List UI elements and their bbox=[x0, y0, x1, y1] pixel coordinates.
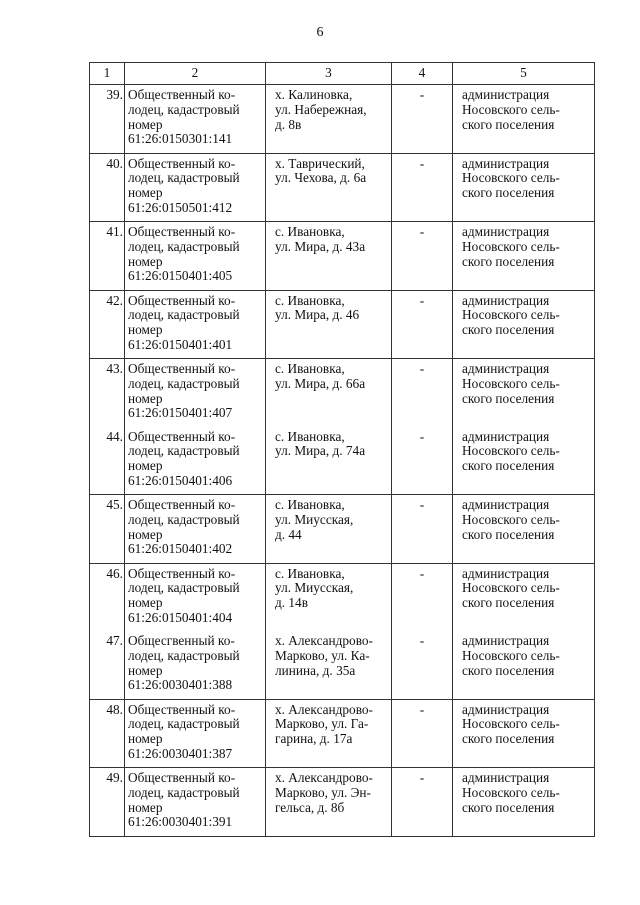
row-number: 41. bbox=[90, 222, 125, 291]
table-row bbox=[90, 631, 595, 699]
table-row bbox=[90, 699, 595, 768]
row-number: 48. bbox=[90, 699, 125, 768]
page-number: 6 bbox=[316, 25, 324, 40]
column-number-row bbox=[90, 63, 595, 85]
table-row bbox=[90, 85, 595, 154]
object-name-cell: Общественный ко- лодец, кадастровый номер 61:26:0030401:391 bbox=[125, 768, 266, 837]
address-cell: с. Ивановка, ул. Мира, д. 66а bbox=[266, 359, 392, 427]
owner-cell: администрация Носовского сель- ского поселения bbox=[453, 563, 595, 631]
address-cell: х. Александрово- Марково, ул. Эн- гельса, д. 8б bbox=[266, 768, 392, 837]
table-row bbox=[90, 153, 595, 222]
object-name-cell: Общественный ко- лодец, кадастровый номер 61:26:0150401:405 bbox=[125, 222, 266, 291]
column-4-cell: - bbox=[392, 699, 453, 768]
address-cell: х. Александрово- Марково, ул. Ка- линина, д. 35а bbox=[266, 631, 392, 699]
column-4-cell: - bbox=[392, 290, 453, 359]
row-number: 47. bbox=[90, 631, 125, 699]
table-row bbox=[90, 359, 595, 427]
address-cell: х. Александрово- Марково, ул. Га- гарина, д. 17а bbox=[266, 699, 392, 768]
address-cell: с. Ивановка, ул. Мира, д. 74а bbox=[266, 427, 392, 495]
table-row bbox=[90, 222, 595, 291]
object-name-cell: Общественный ко- лодец, кадастровый номер 61:26:0150501:412 bbox=[125, 153, 266, 222]
object-name-cell: Общественный ко- лодец, кадастровый номер 61:26:0150401:402 bbox=[125, 495, 266, 564]
address-cell: с. Ивановка, ул. Миусская, д. 14в bbox=[266, 563, 392, 631]
row-number: 39. bbox=[90, 85, 125, 154]
owner-cell: администрация Носовского сель- ского поселения bbox=[453, 222, 595, 291]
column-header-2: 2 bbox=[125, 63, 266, 85]
owner-cell: администрация Носовского сель- ского поселения bbox=[453, 85, 595, 154]
column-4-cell: - bbox=[392, 153, 453, 222]
object-name-cell: Общественный ко- лодец, кадастровый номер 61:26:0150401:407 bbox=[125, 359, 266, 427]
column-header-4: 4 bbox=[392, 63, 453, 85]
table-header bbox=[90, 63, 595, 85]
column-header-3: 3 bbox=[266, 63, 392, 85]
table-body bbox=[90, 85, 595, 837]
column-4-cell: - bbox=[392, 631, 453, 699]
table-row bbox=[90, 563, 595, 631]
owner-cell: администрация Носовского сель- ского поселения bbox=[453, 631, 595, 699]
wells-registry-table bbox=[89, 62, 595, 837]
object-name-cell: Общественный ко- лодец, кадастровый номер 61:26:0150401:401 bbox=[125, 290, 266, 359]
row-number: 45. bbox=[90, 495, 125, 564]
row-number: 44. bbox=[90, 427, 125, 495]
column-4-cell: - bbox=[392, 427, 453, 495]
address-cell: с. Ивановка, ул. Мира, д. 43а bbox=[266, 222, 392, 291]
object-name-cell: Общественный ко- лодец, кадастровый номер 61:26:0150301:141 bbox=[125, 85, 266, 154]
address-cell: х. Таврический, ул. Чехова, д. 6а bbox=[266, 153, 392, 222]
column-4-cell: - bbox=[392, 222, 453, 291]
table-row bbox=[90, 427, 595, 495]
owner-cell: администрация Носовского сель- ского поселения bbox=[453, 699, 595, 768]
address-cell: х. Калиновка, ул. Набережная, д. 8в bbox=[266, 85, 392, 154]
column-4-cell: - bbox=[392, 495, 453, 564]
owner-cell: администрация Носовского сель- ского поселения bbox=[453, 427, 595, 495]
address-cell: с. Ивановка, ул. Мира, д. 46 bbox=[266, 290, 392, 359]
column-4-cell: - bbox=[392, 768, 453, 837]
column-4-cell: - bbox=[392, 359, 453, 427]
column-4-cell: - bbox=[392, 85, 453, 154]
table-row bbox=[90, 768, 595, 837]
column-header-5: 5 bbox=[453, 63, 595, 85]
object-name-cell: Общественный ко- лодец, кадастровый номер 61:26:0150401:406 bbox=[125, 427, 266, 495]
owner-cell: администрация Носовского сель- ского поселения bbox=[453, 153, 595, 222]
row-number: 49. bbox=[90, 768, 125, 837]
owner-cell: администрация Носовского сель- ского поселения bbox=[453, 290, 595, 359]
row-number: 46. bbox=[90, 563, 125, 631]
owner-cell: администрация Носовского сель- ского поселения bbox=[453, 768, 595, 837]
owner-cell: администрация Носовского сель- ского поселения bbox=[453, 359, 595, 427]
row-number: 40. bbox=[90, 153, 125, 222]
column-4-cell: - bbox=[392, 563, 453, 631]
object-name-cell: Общесгвенный ко- лодец, кадастровый номер 61:26:0030401:388 bbox=[125, 631, 266, 699]
object-name-cell: Общественный ко- лодец, кадастровый номер 61:26:0150401:404 bbox=[125, 563, 266, 631]
address-cell: с. Ивановка, ул. Миусская, д. 44 bbox=[266, 495, 392, 564]
object-name-cell: Общественный ко- лодец, кадастровый номер 61:26:0030401:387 bbox=[125, 699, 266, 768]
table-row bbox=[90, 290, 595, 359]
table-row bbox=[90, 495, 595, 564]
column-header-1: 1 bbox=[90, 63, 125, 85]
owner-cell: администрация Носовского сель- ского поселения bbox=[453, 495, 595, 564]
row-number: 42. bbox=[90, 290, 125, 359]
row-number: 43. bbox=[90, 359, 125, 427]
